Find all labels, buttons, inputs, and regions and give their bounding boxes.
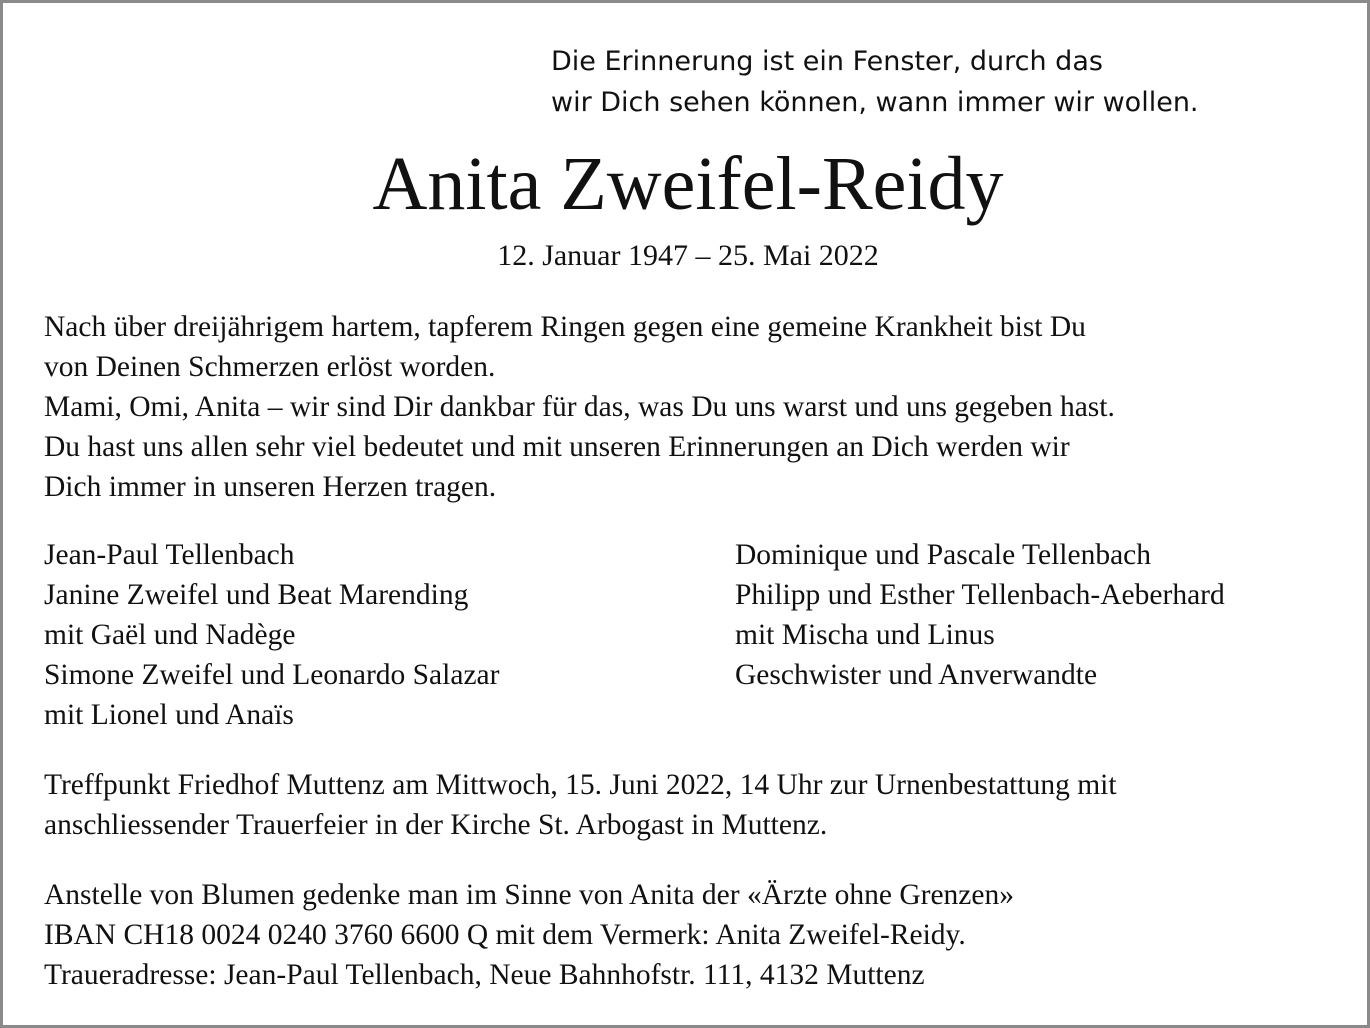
mourner-line: mit Gaël und Nadège bbox=[44, 619, 296, 651]
message-line: von Deinen Schmerzen erlöst worden. bbox=[44, 351, 496, 383]
mourner-line: Jean-Paul Tellenbach bbox=[44, 539, 295, 571]
mourner-line: mit Mischa und Linus bbox=[735, 619, 995, 651]
life-dates: 12. Januar 1947 – 25. Mai 2022 bbox=[497, 239, 879, 272]
ceremony-line: Treffpunkt Friedhof Muttenz am Mittwoch, 15. Juni 2022, 14 Uhr zur Urnenbestattung mit bbox=[44, 769, 1117, 801]
message-line: Nach über dreijährigem hartem, tapferem Ringen gegen eine gemeine Krankheit bist Du bbox=[44, 311, 1086, 343]
ceremony-info bbox=[44, 765, 1117, 845]
mourners-right-column bbox=[735, 535, 1225, 695]
message-line: Dich immer in unseren Herzen tragen. bbox=[44, 471, 497, 503]
mourner-line: Philipp und Esther Tellenbach-Aeberhard bbox=[735, 579, 1225, 611]
deceased-name: Anita Zweifel-Reidy bbox=[372, 142, 1004, 226]
donation-line: Anstelle von Blumen gedenke man im Sinne von Anita der «Ärzte ohne Grenzen» bbox=[44, 879, 1014, 911]
memorial-quote bbox=[551, 41, 1199, 123]
mourners-left-column bbox=[44, 535, 499, 735]
donation-info bbox=[44, 875, 1014, 995]
donation-line: IBAN CH18 0024 0240 3760 6600 Q mit dem Vermerk: Anita Zweifel-Reidy. bbox=[44, 919, 966, 951]
mourner-line: Dominique und Pascale Tellenbach bbox=[735, 539, 1152, 571]
donation-line: Traueradresse: Jean-Paul Tellenbach, Neue Bahnhofstr. 111, 4132 Muttenz bbox=[44, 959, 925, 991]
message-line: Mami, Omi, Anita – wir sind Dir dankbar für das, was Du uns warst und uns gegeben hast. bbox=[44, 391, 1115, 423]
mourner-line: Simone Zweifel und Leonardo Salazar bbox=[44, 659, 500, 691]
ceremony-line: anschliessender Trauerfeier in der Kirche St. Arbogast in Muttenz. bbox=[44, 809, 828, 841]
mourner-line: Geschwister und Anverwandte bbox=[735, 659, 1098, 691]
mourner-line: mit Lionel und Anaïs bbox=[44, 699, 294, 731]
quote-line: wir Dich sehen können, wann immer wir wollen. bbox=[551, 87, 1199, 118]
message-line: Du hast uns allen sehr viel bedeutet und mit unseren Erinnerungen an Dich werden wir bbox=[44, 431, 1070, 463]
farewell-message bbox=[44, 307, 1115, 507]
mourner-line: Janine Zweifel und Beat Marending bbox=[44, 579, 469, 611]
quote-line: Die Erinnerung ist ein Fenster, durch das bbox=[551, 46, 1103, 77]
